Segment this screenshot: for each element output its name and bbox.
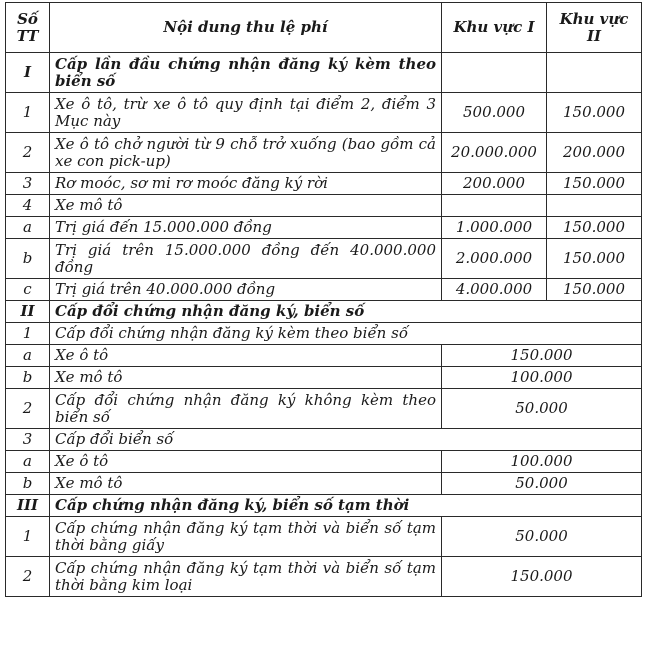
row-region-2: 150.000 <box>547 217 642 239</box>
row-region-2: 150.000 <box>547 93 642 133</box>
row-content: Cấp đổi chứng nhận đăng ký không kèm theo biển số <box>50 389 442 429</box>
row-no: b <box>6 473 50 495</box>
table-row <box>6 279 642 301</box>
row-content: Xe ô tô <box>50 345 442 367</box>
row-no: b <box>6 239 50 279</box>
header-region-2: Khu vực II <box>547 3 642 53</box>
row-region-2: 150.000 <box>547 279 642 301</box>
section-row <box>6 53 642 93</box>
section-row <box>6 495 642 517</box>
header-content: Nội dung thu lệ phí <box>50 3 442 53</box>
row-no: 1 <box>6 323 50 345</box>
row-no: a <box>6 451 50 473</box>
row-fee: 50.000 <box>442 389 642 429</box>
table-row <box>6 173 642 195</box>
table-row <box>6 239 642 279</box>
row-content: Xe ô tô <box>50 451 442 473</box>
row-no: III <box>6 495 50 517</box>
row-content: Cấp đổi chứng nhận đăng ký kèm theo biển số <box>50 323 642 345</box>
row-region-1: 200.000 <box>442 173 547 195</box>
table-row <box>6 451 642 473</box>
row-content: Cấp chứng nhận đăng ký tạm thời và biển số tạm thời bằng giấy <box>50 517 442 557</box>
row-content: Rơ moóc, sơ mi rơ moóc đăng ký rời <box>50 173 442 195</box>
table-row <box>6 473 642 495</box>
header-region-1: Khu vực I <box>442 3 547 53</box>
row-region-1: 2.000.000 <box>442 239 547 279</box>
row-content: Xe ô tô, trừ xe ô tô quy định tại điểm 2, điểm 3 Mục này <box>50 93 442 133</box>
row-no: I <box>6 53 50 93</box>
row-fee: 150.000 <box>442 557 642 597</box>
row-region-2: 200.000 <box>547 133 642 173</box>
table-row <box>6 557 642 597</box>
fee-table <box>5 2 642 597</box>
row-region-2 <box>547 195 642 217</box>
row-no: 3 <box>6 173 50 195</box>
row-content: Xe mô tô <box>50 367 442 389</box>
table-row <box>6 217 642 239</box>
row-fee: 100.000 <box>442 451 642 473</box>
table-row <box>6 345 642 367</box>
row-no: II <box>6 301 50 323</box>
table-header-row <box>6 3 642 53</box>
row-region-1: 500.000 <box>442 93 547 133</box>
row-region-2 <box>547 53 642 93</box>
row-no: 2 <box>6 133 50 173</box>
row-region-1 <box>442 53 547 93</box>
row-content: Xe mô tô <box>50 195 442 217</box>
table-row <box>6 429 642 451</box>
row-content: Cấp đổi chứng nhận đăng ký, biển số <box>50 301 642 323</box>
row-no: 4 <box>6 195 50 217</box>
table-row <box>6 517 642 557</box>
row-content: Cấp đổi biển số <box>50 429 642 451</box>
table-row <box>6 323 642 345</box>
row-no: a <box>6 345 50 367</box>
row-no: b <box>6 367 50 389</box>
section-row <box>6 301 642 323</box>
row-region-2: 150.000 <box>547 173 642 195</box>
row-no: 1 <box>6 517 50 557</box>
table-row <box>6 93 642 133</box>
row-content: Cấp chứng nhận đăng ký, biển số tạm thời <box>50 495 642 517</box>
row-content: Xe mô tô <box>50 473 442 495</box>
header-no: Số TT <box>6 3 50 53</box>
row-no: 2 <box>6 557 50 597</box>
row-fee: 150.000 <box>442 345 642 367</box>
row-fee: 50.000 <box>442 473 642 495</box>
row-content: Trị giá trên 15.000.000 đồng đến 40.000.000 đồng <box>50 239 442 279</box>
row-content: Trị giá trên 40.000.000 đồng <box>50 279 442 301</box>
row-content: Cấp lần đầu chứng nhận đăng ký kèm theo biển số <box>50 53 442 93</box>
table-row <box>6 367 642 389</box>
row-region-1: 20.000.000 <box>442 133 547 173</box>
row-no: a <box>6 217 50 239</box>
row-content: Trị giá đến 15.000.000 đồng <box>50 217 442 239</box>
row-region-1: 1.000.000 <box>442 217 547 239</box>
row-no: 3 <box>6 429 50 451</box>
table-row <box>6 389 642 429</box>
row-no: 1 <box>6 93 50 133</box>
row-content: Xe ô tô chở người từ 9 chỗ trở xuống (bao gồm cả xe con pick-up) <box>50 133 442 173</box>
table-row <box>6 195 642 217</box>
row-region-1 <box>442 195 547 217</box>
row-content: Cấp chứng nhận đăng ký tạm thời và biển số tạm thời bằng kim loại <box>50 557 442 597</box>
row-region-2: 150.000 <box>547 239 642 279</box>
row-no: c <box>6 279 50 301</box>
table-row <box>6 133 642 173</box>
row-region-1: 4.000.000 <box>442 279 547 301</box>
row-fee: 100.000 <box>442 367 642 389</box>
row-no: 2 <box>6 389 50 429</box>
row-fee: 50.000 <box>442 517 642 557</box>
